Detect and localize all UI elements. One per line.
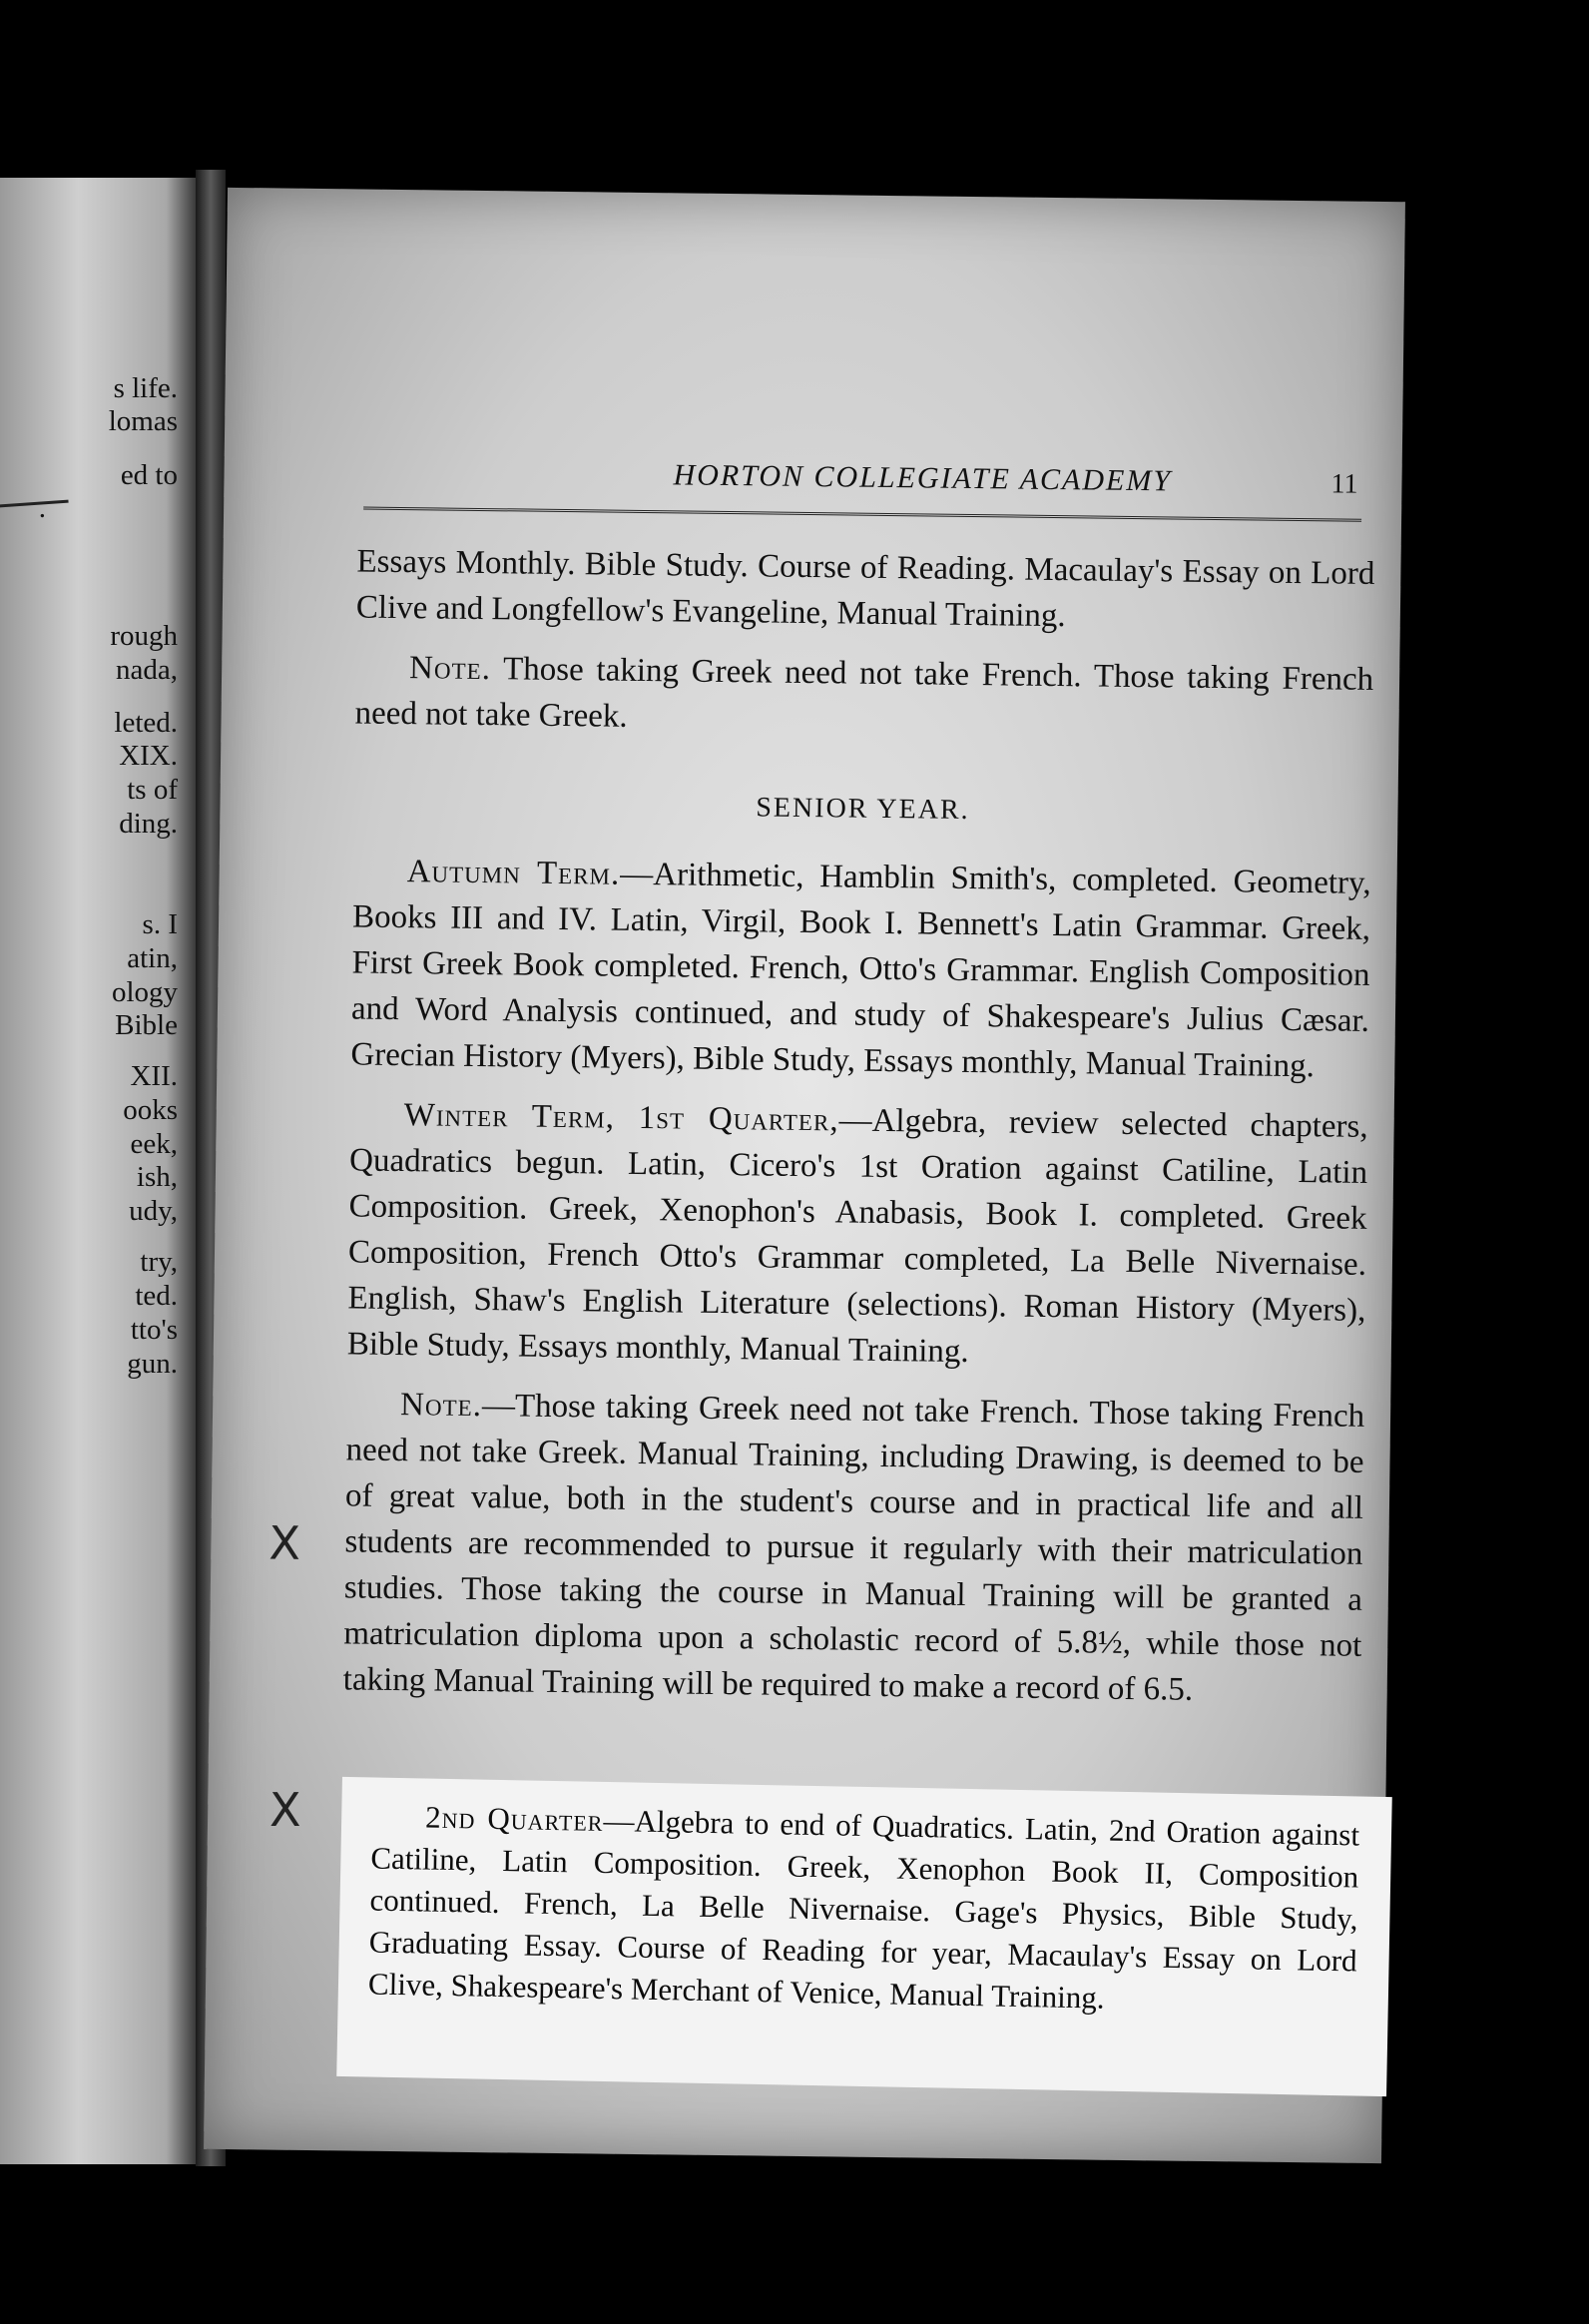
paragraph: Essays Monthly. Bible Study. Course of Reading. Macaulay's Essay on Lord Clive and Longfellow's Evangeline, Manual Training. — [355, 543, 1375, 635]
term-text: —Arithmetic, Hamblin Smith's, completed. Geometry, Books III and IV. Latin, Virgil, Book I. Bennett's Latin Grammar. Greek, First Greek Book completed. French, Otto's Grammar. English Composition and Word Analysis continued, and study of Shakespeare's Julius Cæsar. Grecian History (Myers), Bible Study, Essays monthly, Manual Training. — [350, 856, 1371, 1085]
term-text: —Algebra, review selected chapters, Quadratics begun. Latin, Cicero's 1st Oration against Catiline, Latin Composition. Greek, Xenophon's Anabasis, Book I. completed. Greek Composition, French Otto's Grammar completed, La Belle Nivernaise. English, Shaw's English Literature (selections). Roman History (Myers), Bible Study, Essays monthly, Manual Training. — [346, 1102, 1368, 1371]
note-label: Note. — [399, 1387, 483, 1425]
quarter-text: —Algebra to end of Quadratics. Latin, 2nd Oration against Catiline, Latin Composition. Greek, Xenophon Book II, Composition continued. French, La Belle Nivernaise. Gage's Physics, Bible Study, Graduating Essay. Course of Reading for year, Macaulay's Essay on Lord Clive, Shakespeare's Merchant of Venice, Manual Training. — [367, 1802, 1360, 2016]
left-fragment: rough — [110, 620, 178, 652]
autumn-term-paragraph — [350, 848, 1371, 1089]
left-fragment: try, — [140, 1246, 178, 1278]
left-fragment: ish, — [136, 1161, 178, 1193]
note-paragraph — [343, 1381, 1365, 1714]
left-fragment: XII. — [130, 1060, 178, 1092]
left-fragment: ology — [111, 976, 178, 1008]
left-fragment: lomas — [108, 405, 178, 437]
left-fragment: eek, — [130, 1128, 178, 1160]
page-header — [363, 451, 1382, 513]
pencil-mark — [0, 500, 71, 548]
section-title: SENIOR YEAR. — [756, 792, 970, 826]
left-fragment: XIX. — [119, 740, 178, 772]
note-paragraph — [354, 644, 1373, 748]
left-fragment: ted. — [135, 1280, 178, 1312]
left-fragment: gun. — [127, 1348, 178, 1380]
margin-x-mark: X — [268, 1515, 301, 1570]
winter-term-paragraph — [347, 1091, 1368, 1379]
slip-text — [368, 1796, 1360, 2025]
left-fragment: ooks — [123, 1094, 178, 1126]
left-fragment: . — [38, 492, 46, 524]
note-text: —Those taking Greek need not take French. Those taking French need not take Greek. Manual Training, including Drawing, is deemed to be of great value, both in the student's course and in practical life and all students are recommended to pursue it regularly with their matriculation studies. Those taking the course in Manual Training will be granted a matriculation diploma upon a scholastic record of 5.8½, while those not taking Manual Training will be required to make a record of 6.5. — [342, 1388, 1365, 1708]
margin-x-mark: X — [269, 1783, 301, 1837]
left-fragment: udy, — [129, 1195, 178, 1227]
left-fragment: ed to — [120, 459, 178, 491]
left-fragment: ding. — [119, 808, 178, 840]
page-number: 11 — [1330, 468, 1358, 500]
left-page — [0, 178, 196, 2164]
left-fragment: s. I — [142, 908, 178, 940]
left-fragment: Bible — [115, 1009, 178, 1041]
term-label: Winter Term, — [403, 1097, 616, 1136]
quarter-label: 2nd Quarter — [424, 1799, 604, 1838]
note-text: Those taking Greek need not take French. Those taking French need not take Greek. — [354, 651, 1374, 735]
quarter-label: 1st Quarter, — [614, 1099, 839, 1139]
running-title: HORTON COLLEGIATE ACADEMY — [673, 458, 1173, 498]
note-label: Note. — [408, 650, 492, 688]
term-label: Autumn Term. — [406, 854, 621, 892]
pasted-slip — [336, 1777, 1392, 2096]
page-body — [342, 538, 1374, 1728]
left-fragment: ts of — [127, 774, 178, 806]
left-fragment: s life. — [113, 372, 178, 404]
left-fragment: tto's — [130, 1314, 178, 1346]
left-fragment: atin, — [127, 942, 178, 974]
left-fragment: leted. — [114, 707, 178, 739]
left-fragment: nada, — [116, 654, 178, 686]
